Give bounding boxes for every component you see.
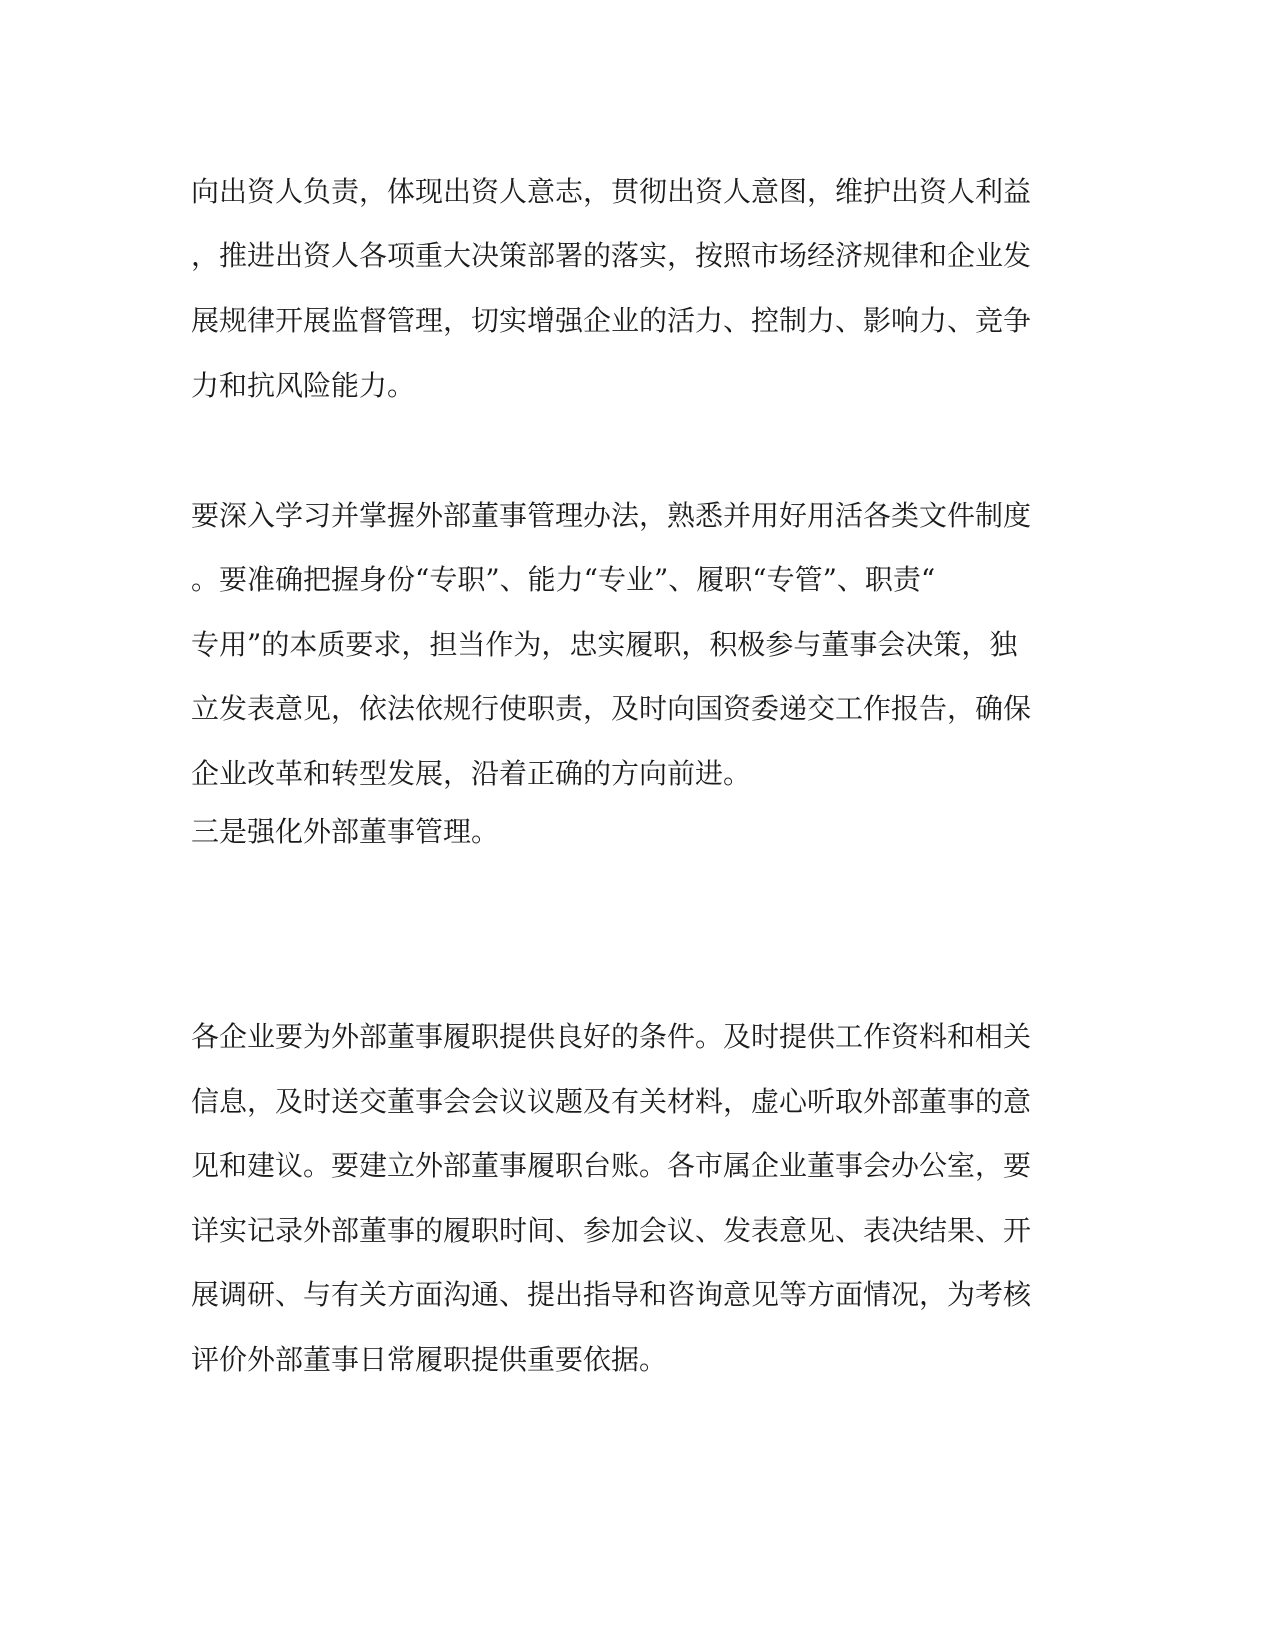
paragraph-3-line-4: 详实记录外部董事的履职时间、参加会议、发表意见、表决结果、开 <box>191 1214 1032 1247</box>
paragraph-1-line-1: 向出资人负责，体现出资人意志，贯彻出资人意图，维护出资人利益 <box>191 175 1032 208</box>
paragraph-3-line-5: 展调研、与有关方面沟通、提出指导和咨询意见等方面情况，为考核 <box>191 1278 1032 1311</box>
paragraph-1-line-2: ，推进出资人各项重大决策部署的落实，按照市场经济规律和企业发 <box>191 239 1032 272</box>
paragraph-2-line-2: 。要准确把握身份“专职”、能力“专业”、履职“专管”、职责“ <box>191 563 936 596</box>
paragraph-2-line-1: 要深入学习并掌握外部董事管理办法，熟悉并用好用活各类文件制度 <box>191 499 1032 532</box>
paragraph-3-line-3: 见和建议。要建立外部董事履职台账。各市属企业董事会办公室，要 <box>191 1149 1032 1182</box>
paragraph-1-line-3: 展规律开展监督管理，切实增强企业的活力、控制力、影响力、竞争 <box>191 304 1032 337</box>
paragraph-3-line-1: 各企业要为外部董事履职提供良好的条件。及时提供工作资料和相关 <box>191 1020 1032 1053</box>
paragraph-3-line-6: 评价外部董事日常履职提供重要依据。 <box>191 1343 668 1376</box>
paragraph-1-line-4: 力和抗风险能力。 <box>191 369 416 402</box>
paragraph-2-line-4: 立发表意见，依法依规行使职责，及时向国资委递交工作报告，确保 <box>191 692 1032 725</box>
section-heading: 三是强化外部董事管理。 <box>191 815 500 848</box>
paragraph-2-line-5: 企业改革和转型发展，沿着正确的方向前进。 <box>191 757 752 790</box>
paragraph-3-line-2: 信息，及时送交董事会会议议题及有关材料，虚心听取外部董事的意 <box>191 1085 1032 1118</box>
paragraph-2-line-3: 专用”的本质要求，担当作为，忠实履职，积极参与董事会决策，独 <box>191 628 1018 661</box>
